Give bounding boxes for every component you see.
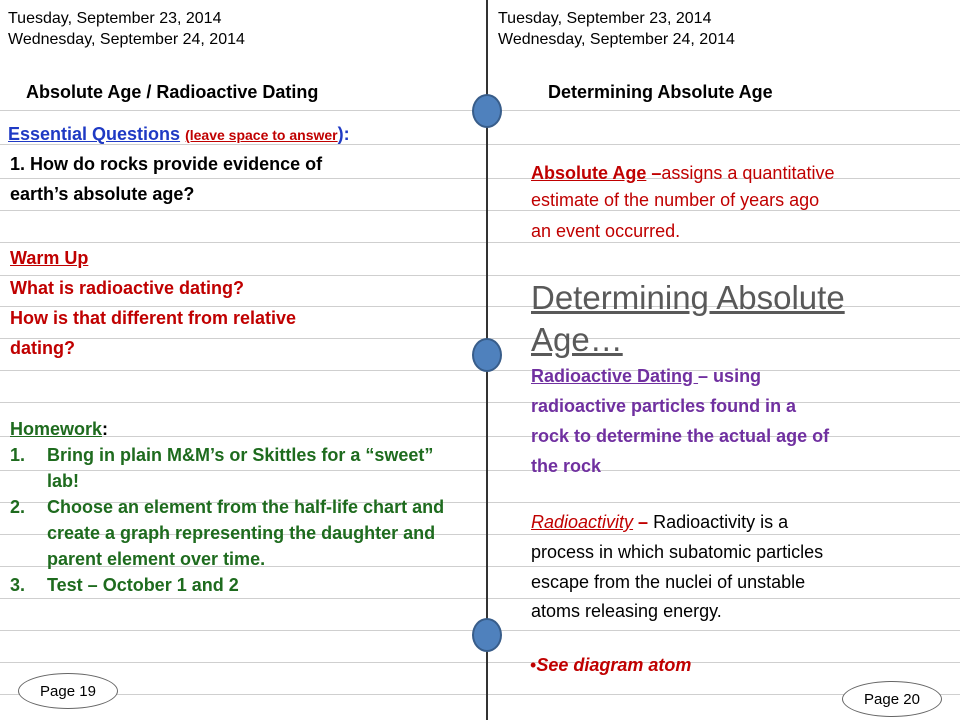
radioactivity-def-4: atoms releasing energy. bbox=[531, 601, 722, 621]
right-date-wednesday: Wednesday, September 24, 2014 bbox=[498, 31, 735, 48]
page-19-label: Page 19 bbox=[18, 673, 118, 709]
essential-questions-heading bbox=[8, 124, 350, 145]
homework-item bbox=[10, 442, 457, 494]
radioactivity-term: Radioactivity bbox=[531, 512, 634, 532]
radioactivity-def-1: Radioactivity is a bbox=[648, 512, 789, 532]
homework-item bbox=[10, 572, 457, 598]
radioactivity-def-2: process in which subatomic particles bbox=[531, 542, 824, 562]
essential-questions-colon: ): bbox=[337, 124, 350, 144]
homework-item-number: 1. bbox=[10, 445, 26, 465]
binder-ring-icon bbox=[472, 338, 502, 372]
absolute-age-term: Absolute Age bbox=[531, 163, 647, 183]
see-diagram-text: See diagram atom bbox=[536, 655, 692, 675]
radioactivity-def-3: escape from the nuclei of unstable bbox=[531, 572, 806, 592]
homework-item-text: Test – October 1 and 2 bbox=[47, 575, 239, 595]
warm-up-label: Warm Up bbox=[10, 248, 89, 268]
absolute-age-definition bbox=[531, 160, 834, 186]
radioactivity-definition bbox=[531, 512, 788, 533]
right-page-title: Determining Absolute Age bbox=[548, 82, 773, 102]
radioactive-dating-definition bbox=[531, 366, 761, 387]
absolute-age-def-2: estimate of the number of years ago bbox=[531, 190, 820, 210]
page-20-label: Page 20 bbox=[842, 681, 942, 717]
warm-up-question-1: What is radioactive dating? bbox=[10, 278, 245, 298]
essential-questions-label: Essential Questions bbox=[8, 124, 181, 144]
radioactivity-dash: – bbox=[633, 512, 649, 532]
absolute-age-def-3: an event occurred. bbox=[531, 221, 681, 241]
homework-item-text: Bring in plain M&M’s or Skittles for a “sweet” lab! bbox=[47, 445, 434, 491]
right-date-tuesday: Tuesday, September 23, 2014 bbox=[498, 10, 712, 27]
bullet-icon: • bbox=[530, 655, 537, 675]
determining-heading-line-1: Determining Absolute bbox=[531, 279, 845, 316]
left-page-title: Absolute Age / Radioactive Dating bbox=[26, 82, 319, 102]
absolute-age-def-1: assigns a quantitative bbox=[661, 163, 835, 183]
radioactive-dating-def-1: – using bbox=[698, 366, 762, 386]
binder-ring-icon bbox=[472, 618, 502, 652]
homework-section bbox=[10, 416, 457, 598]
homework-item-number: 2. bbox=[10, 497, 26, 517]
determining-heading-line-2: Age… bbox=[531, 321, 623, 358]
homework-heading bbox=[10, 416, 457, 442]
absolute-age-dash: – bbox=[646, 163, 662, 183]
left-date-tuesday: Tuesday, September 23, 2014 bbox=[8, 10, 222, 27]
left-date-wednesday: Wednesday, September 24, 2014 bbox=[8, 31, 245, 48]
essential-question-line-1: 1. How do rocks provide evidence of bbox=[10, 154, 323, 174]
radioactive-dating-def-4: the rock bbox=[531, 456, 602, 476]
homework-item-number: 3. bbox=[10, 575, 26, 595]
homework-item-text: Choose an element from the half-life chart and create a graph representing the daughter and parent element over time. bbox=[47, 497, 445, 569]
warm-up-question-3: dating? bbox=[10, 338, 75, 358]
essential-question-line-2: earth’s absolute age? bbox=[10, 184, 195, 204]
homework-colon: : bbox=[102, 419, 109, 439]
essential-questions-note: (leave space to answer bbox=[185, 127, 338, 143]
homework-label: Homework bbox=[10, 419, 103, 439]
see-diagram-note bbox=[530, 655, 691, 676]
warm-up-question-2: How is that different from relative bbox=[10, 308, 297, 328]
binder-ring-icon bbox=[472, 94, 502, 128]
homework-item bbox=[10, 494, 457, 572]
radioactive-dating-def-3: rock to determine the actual age of bbox=[531, 426, 830, 446]
radioactive-dating-def-2: radioactive particles found in a bbox=[531, 396, 797, 416]
radioactive-dating-term: Radioactive Dating bbox=[531, 366, 699, 386]
